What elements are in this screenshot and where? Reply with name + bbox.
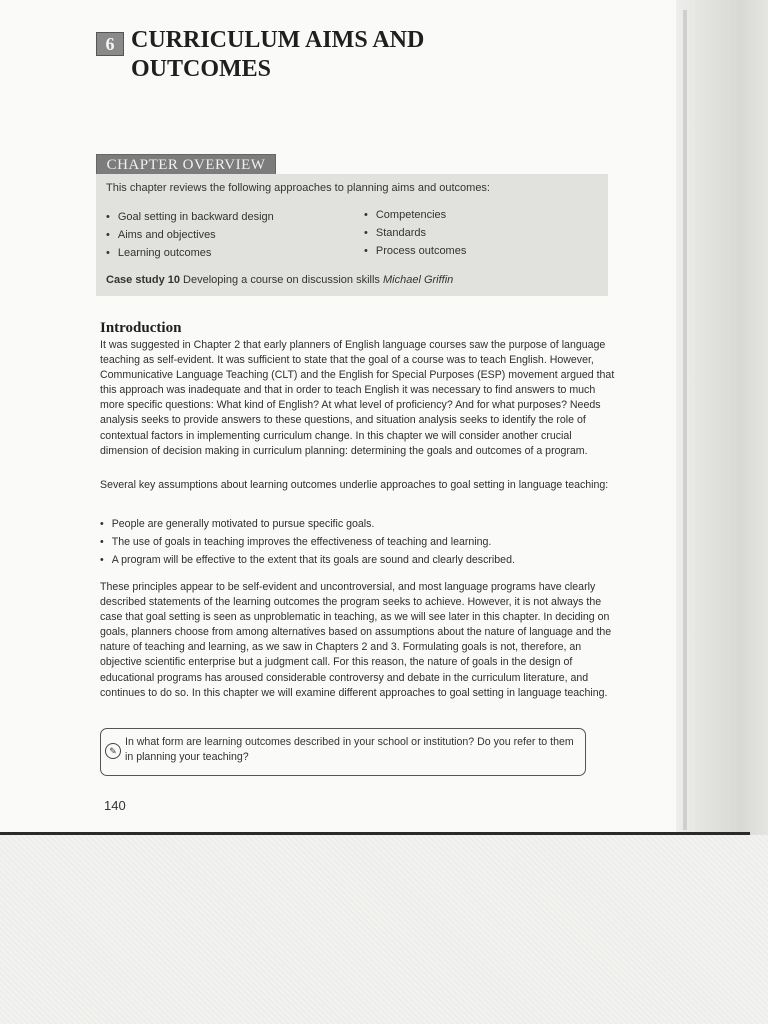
scanner-lower-area <box>0 835 768 1024</box>
case-study-label: Case study 10 <box>106 274 180 286</box>
list-item: • Standards <box>364 224 466 242</box>
list-item: • The use of goals in teaching improves the effectiveness of teaching and learning. <box>100 533 615 551</box>
assumptions-list <box>100 515 615 569</box>
book-gutter <box>676 0 768 835</box>
list-item: • Learning outcomes <box>106 244 274 262</box>
list-item: • Process outcomes <box>364 242 466 260</box>
list-item: • A program will be effective to the extent that its goals are sound and clearly described. <box>100 551 615 569</box>
list-item: • Goal setting in backward design <box>106 208 274 226</box>
list-item: • People are generally motivated to pursue specific goals. <box>100 515 615 533</box>
chapter-number-badge: 6 <box>96 32 124 56</box>
list-item: • Aims and objectives <box>106 226 274 244</box>
overview-list-right <box>364 206 466 260</box>
overview-list-left <box>106 208 274 262</box>
gutter-shadow <box>683 10 687 830</box>
chapter-overview-tag: CHAPTER OVERVIEW <box>96 154 276 176</box>
chapter-overview-box <box>96 174 608 296</box>
chapter-title: CURRICULUM AIMS AND OUTCOMES <box>131 27 425 82</box>
overview-intro: This chapter reviews the following approaches to planning aims and outcomes: <box>106 182 490 194</box>
section-heading-introduction: Introduction <box>100 320 182 336</box>
reflection-box <box>100 728 586 776</box>
paragraph: It was suggested in Chapter 2 that early planners of English language courses saw the purpose of language teaching as self-evident. It was sufficient to state that the goal of a course was to teach English. However, Communicative Language Teaching (CLT) and the English for Special Purposes (ESP) movement argued that this approach was inadequate and that in order to teach English it was necessary to find answers to much more specific questions: What kind of English? At what level of proficiency? And for what purposes? Needs analysis seeks to provide answers to these questions, and situation analysis seeks to identify the role of contextual factors in implementing curriculum change. In this chapter we will consider another crucial dimension of decision making in curriculum planning: determining the goals and outcomes of a program. <box>100 339 615 457</box>
paragraph: Several key assumptions about learning outcomes underlie approaches to goal setting in language teaching: <box>100 479 609 491</box>
list-item: • Competencies <box>364 206 466 224</box>
page-number: 140 <box>104 798 126 813</box>
reflection-icon: ✎ <box>105 743 121 759</box>
case-study-title: Developing a course on discussion skills <box>183 274 380 286</box>
case-study-author: Michael Griffin <box>383 274 454 286</box>
reflection-question: In what form are learning outcomes described in your school or institution? Do you refer to them in planning your teaching? <box>125 736 574 763</box>
paragraph: These principles appear to be self-evident and uncontroversial, and most language programs have clearly described statements of the learning outcomes the program seeks to achieve. However, it is not always the case that goal setting is seen as unproblematic in teaching, as we will see later in this chapter. In deciding on goals, planners choose from among alternatives based on assumptions about the nature of language and the nature of teaching and learning, as we saw in Chapters 2 and 3. Formulating goals is not, therefore, an objective scientific enterprise but a judgment call. For this reason, the nature of goals in the design of educational programs has aroused considerable controversy and debate in the curriculum literature, and continues to do so. In this chapter we will examine different approaches to goal setting in language teaching. <box>100 581 612 699</box>
case-study-line <box>106 274 453 286</box>
